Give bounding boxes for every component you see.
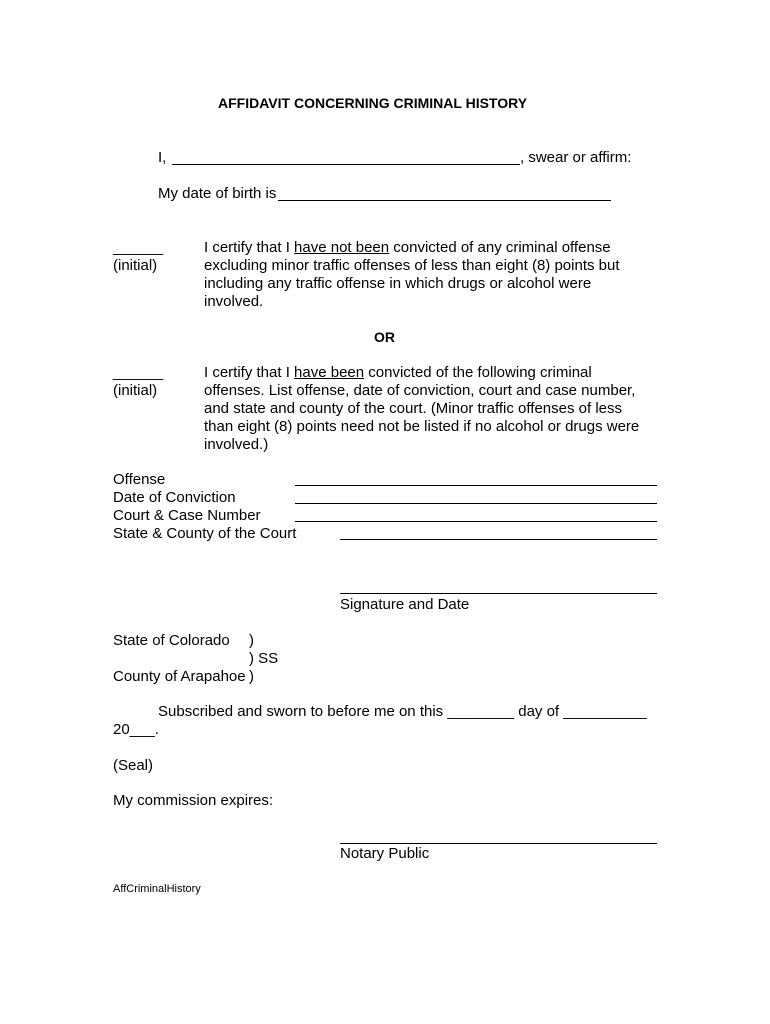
jurat-year: 20___. — [113, 721, 159, 738]
date-of-conviction-label: Date of Conviction — [113, 489, 236, 506]
state-county-blank[interactable] — [340, 539, 657, 540]
initial-blank-b[interactable]: ______ — [113, 364, 164, 381]
offense-label: Offense — [113, 471, 166, 488]
cert-a-line: excluding minor traffic offenses of less than eight (8) points but — [204, 257, 620, 274]
venue-paren: ) — [249, 632, 254, 649]
name-blank[interactable] — [172, 164, 520, 165]
date-of-conviction-blank[interactable] — [295, 503, 657, 504]
state-county-label: State & County of the Court — [113, 525, 297, 542]
or-separator: OR — [374, 329, 395, 345]
venue-paren: ) — [249, 668, 254, 685]
oath-suffix: , swear or affirm: — [520, 149, 632, 166]
cert-a-text: I certify that I — [204, 239, 295, 256]
venue-county: County of Arapahoe — [113, 668, 246, 685]
initial-label-b: (initial) — [113, 382, 158, 399]
signature-blank[interactable] — [340, 593, 657, 594]
venue-ss: ) SS — [249, 650, 279, 667]
cert-b-emphasis: have been — [294, 364, 365, 381]
cert-b-line: than eight (8) points need not be listed if no alcohol or drugs were — [204, 418, 640, 435]
dob-label: My date of birth is — [158, 185, 277, 202]
cert-b-text: I certify that I — [204, 364, 295, 381]
footer-code: AffCriminalHistory — [113, 883, 201, 895]
court-case-blank[interactable] — [295, 521, 657, 522]
signature-label: Signature and Date — [340, 596, 470, 613]
cert-a-emphasis: have not been — [294, 239, 390, 256]
offense-blank[interactable] — [295, 485, 657, 486]
document-title: AFFIDAVIT CONCERNING CRIMINAL HISTORY — [218, 95, 528, 111]
jurat-line: Subscribed and sworn to before me on this ________ day of __________ — [158, 703, 647, 720]
initial-label-a: (initial) — [113, 257, 158, 274]
seal-label: (Seal) — [113, 757, 154, 774]
cert-a-line: involved. — [204, 293, 264, 310]
oath-prefix: I, — [158, 149, 167, 166]
cert-b-line: and state and county of the court. (Minor traffic offenses of less — [204, 400, 623, 417]
notary-label: Notary Public — [340, 845, 430, 862]
cert-a-text: convicted of any criminal offense — [389, 239, 611, 256]
dob-blank[interactable] — [278, 200, 611, 201]
notary-signature-blank[interactable] — [340, 843, 657, 844]
court-case-label: Court & Case Number — [113, 507, 261, 524]
commission-label: My commission expires: — [113, 792, 274, 809]
certification-convicted — [204, 364, 639, 454]
certification-not-convicted — [204, 239, 620, 311]
initial-blank-a[interactable]: ______ — [113, 239, 164, 256]
cert-b-text: convicted of the following criminal — [364, 364, 592, 381]
cert-b-line: offenses. List offense, date of conviction, court and case number, — [204, 382, 636, 399]
cert-a-line: including any traffic offense in which drugs or alcohol were — [204, 275, 592, 292]
cert-b-line: involved.) — [204, 436, 269, 453]
venue-state: State of Colorado — [113, 632, 230, 649]
